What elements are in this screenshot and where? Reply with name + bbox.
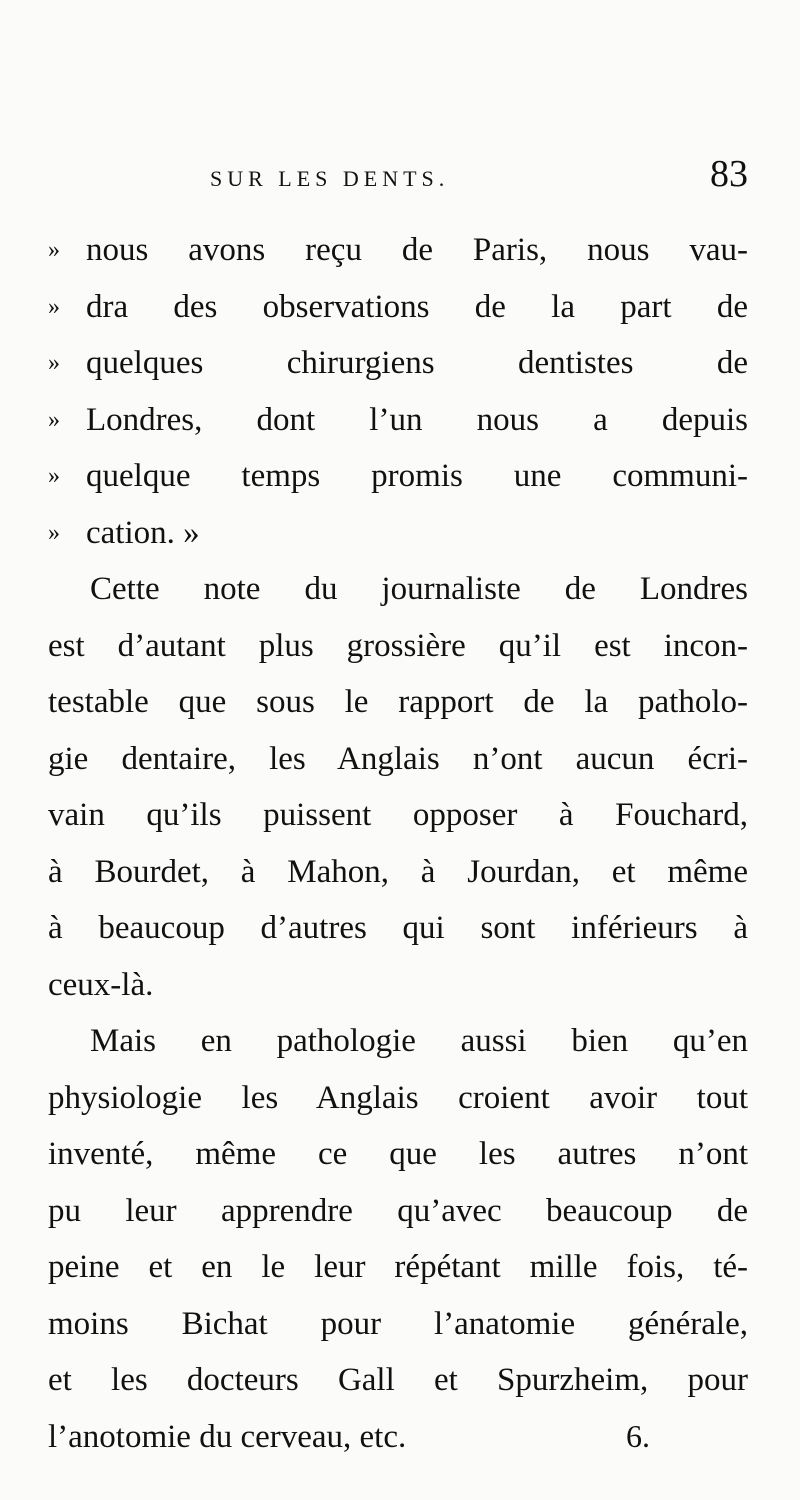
quote-mark: » [48,293,60,320]
quote-line [48,448,748,505]
quote-line-text: dra des observations de la part de [86,288,748,325]
paragraph-1-line: à Bourdet, à Mahon, à Jourdan, et même [48,853,748,890]
paragraph-1-line: est d’autant plus grossière qu’il est incon- [48,627,748,664]
quote-mark: » [48,406,60,433]
paragraph-2-line: peine et en le leur répétant mille fois, té- [48,1249,748,1285]
quote-line-text: Londres, dont l’un nous a depuis [86,401,748,438]
quote-line [48,505,748,562]
quote-line-text: nous avons reçu de Paris, nous vau- [86,232,748,268]
paragraph-2-line: physiologie les Anglais croient avoir tout [48,1079,748,1116]
body-text [48,222,748,1465]
paragraph-2-line: inventé, même ce que les autres n’ont [48,1136,748,1172]
quote-line [48,335,748,392]
quote-line [48,279,748,336]
quote-line-text: quelque temps promis une communi- [86,458,748,494]
running-title: SUR LES DENTS. [210,166,450,191]
paragraph-2-line: moins Bichat pour l’anatomie générale, [48,1305,748,1342]
paragraph-1-line: à beaucoup d’autres qui sont inférieurs à [48,910,748,946]
page-header [30,152,750,202]
paragraph-2-line: Mais en pathologie aussi bien qu’en [90,1023,748,1059]
quote-mark: » [48,237,60,263]
paragraph-1-line: gie dentaire, les Anglais n’ont aucun écri- [48,740,748,777]
paragraph-1-line: ceux-là. [48,966,154,1003]
quote-line [48,392,748,449]
quote-line [48,222,748,279]
paragraph-2-line: et les docteurs Gall et Spurzheim, pour [48,1362,748,1398]
paragraph-1-line: vain qu’ils puissent opposer à Fouchard, [48,797,748,833]
paragraph-1-line: testable que sous le rapport de la patholo- [48,684,748,720]
quote-line-text: cation. » [86,514,200,551]
paragraph-1-line: Cette note du journaliste de Londres [90,571,748,607]
quote-mark: » [48,519,60,546]
quote-line-text: quelques chirurgiens dentistes de [86,345,748,381]
paragraph-2-line: pu leur apprendre qu’avec beaucoup de [48,1192,748,1229]
page-number: 83 [710,153,748,195]
quote-mark: » [48,463,60,489]
paragraph-2-line: l’anotomie du cerveau, etc. [48,1418,407,1455]
quote-mark: » [48,350,60,376]
signature-mark: 6. [626,1418,650,1454]
